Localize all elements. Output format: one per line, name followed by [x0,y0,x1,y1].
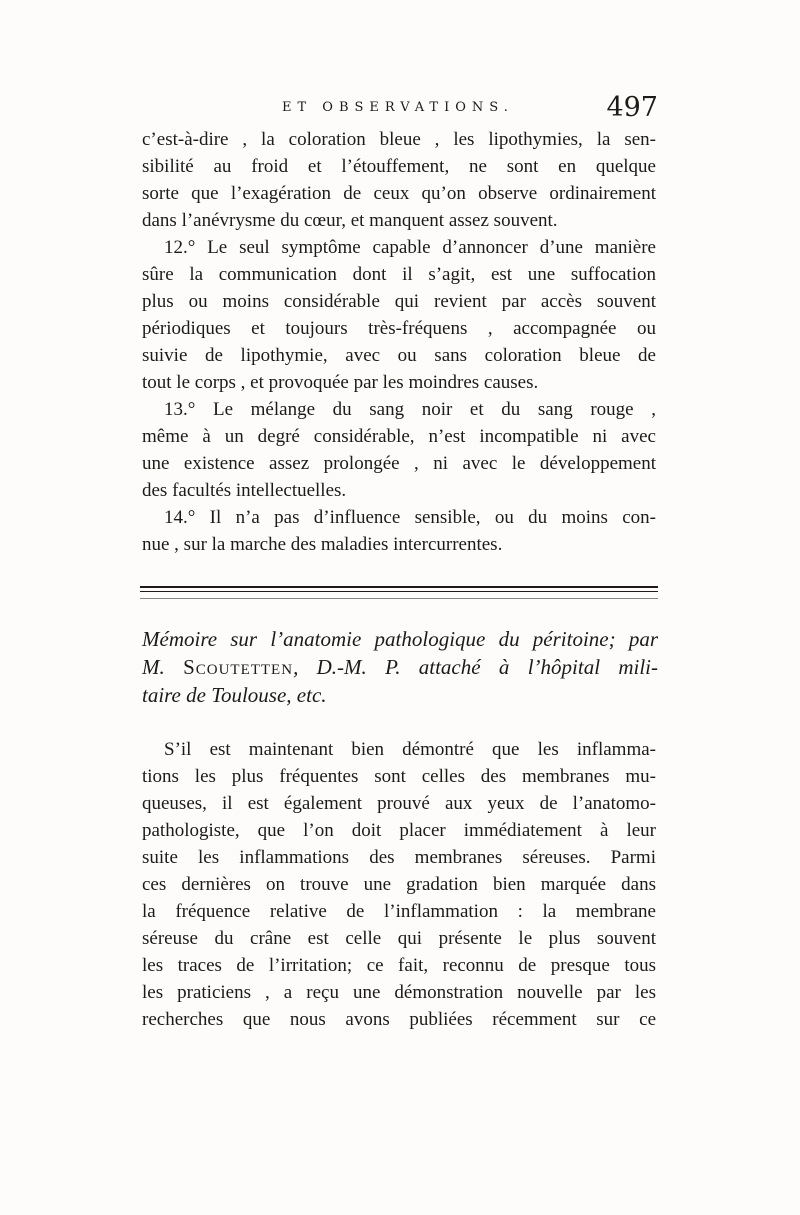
text-line: pathologiste, que l’on doit placer immédiatement à leur [142,820,656,841]
divider-faint [140,598,658,599]
divider-thin [140,591,658,592]
text-line: séreuse du crâne est celle qui présente le plus souvent [142,928,656,949]
article-title [142,625,658,709]
text-line: les praticiens , a reçu une démonstration nouvelle par les [142,982,656,1003]
text-line: c’est-à-dire , la coloration bleue , les lipothymies, la sen- [142,129,656,150]
text-line: sorte que l’exagération de ceux qu’on observe ordinairement [142,183,656,204]
title-line: taire de Toulouse, etc. [142,683,327,707]
text-line: ces dernières on trouve une gradation bien marquée dans [142,874,656,895]
text-line: même à un degré considérable, n’est incompatible ni avec [142,426,656,447]
continued-paragraph [142,126,656,234]
text-line: périodiques et toujours très-fréquens , accompagnée ou [142,318,656,339]
text-line: 13.° Le mélange du sang noir et du sang rouge , [164,399,656,420]
title-line: Mémoire sur l’anatomie pathologique du péritoine; par [142,627,658,651]
running-head [140,92,658,126]
text-line: des facultés intellectuelles. [142,480,347,501]
conclusion-14 [142,504,656,558]
text-line: la fréquence relative de l’inflammation : la membrane [142,901,656,922]
text-line: nue , sur la marche des maladies intercurrentes. [142,534,503,555]
text-line: une existence assez prolongée , ni avec le développement [142,453,656,474]
text-line: dans l’anévrysme du cœur, et manquent assez souvent. [142,210,558,231]
text-line: les traces de l’irritation; ce fait, reconnu de presque tous [142,955,656,976]
running-title: ET OBSERVATIONS. [282,100,514,115]
text-line: S’il est maintenant bien démontré que les inflamma- [164,739,656,760]
text-line: 14.° Il n’a pas d’influence sensible, ou du moins con- [164,507,656,528]
conclusion-13 [142,396,656,504]
title-prefix: M. [142,655,165,679]
text-line: tions les plus fréquentes sont celles des membranes mu- [142,766,656,787]
text-line: suivie de lipothymie, avec ou sans coloration bleue de [142,345,656,366]
section-divider [140,586,658,599]
text-line: sibilité au froid et l’étouffement, ne sont en quelque [142,156,656,177]
text-line: queuses, il est également prouvé aux yeux de l’anatomo- [142,793,656,814]
text-line: 12.° Le seul symptôme capable d’annoncer d’une manière [164,237,656,258]
title-suffix: , D.-M. P. attaché à l’hôpital mili- [293,655,659,679]
conclusion-12 [142,234,656,396]
title-line [142,653,658,681]
article-body [142,736,656,1033]
text-line: sûre la communication dont il s’agit, est une suffocation [142,264,656,285]
page-number: 497 [606,92,658,123]
text-line: recherches que nous avons publiées récemment sur ce [142,1009,656,1030]
text-line: tout le corps , et provoquée par les moindres causes. [142,372,539,393]
text-line: plus ou moins considérable qui revient par accès souvent [142,291,656,312]
divider-thick [140,586,658,588]
text-line: suite les inflammations des membranes séreuses. Parmi [142,847,656,868]
author-name: Scoutetten [183,655,294,679]
